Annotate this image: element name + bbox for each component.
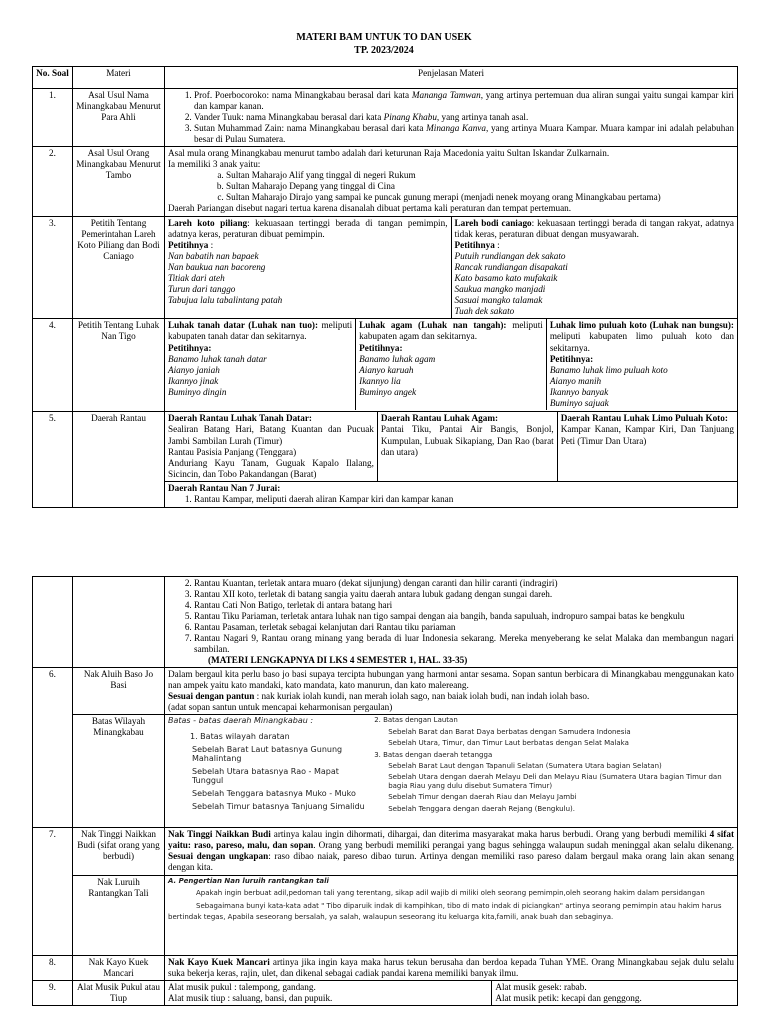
list-item: c. Sultan Maharajo Dirajo yang sampai ke puncak gunung merapi (menjadi nenek moyang orang Minangkabau pertama) [226, 192, 734, 203]
row-materi: Nak Luruih Rantangkan Tali [73, 875, 165, 955]
row-no: 4. [33, 319, 73, 412]
luruih-scan: A. Pengertian Nan luruih rantangkan tali Apakah ingin berbuat adil,pedoman tali yang terentang, sikap adil wajib di miliki oleh seorang pemimpin,oleh seorang hakim dalam persidangan Sebagaimana bunyi kata-kata adat " Tibo diparuik indak di kampihkan, tibo di mato indak di piciangkan" artinya seorang pemimpin atau hakim harus bertindak tegas, Apabila seseorang bersalah, ya salah, walaupun seseorang itu keluarga kita,famili, anak buah dan sebaginya. [165, 875, 738, 955]
list-item: b. Sultan Maharajo Depang yang tinggal di Cina [226, 181, 734, 192]
luhak-agam: Luhak agam (Luhak nan tangah): meliputi kabupaten agam dan sekitarnya. Petitihnya: Banamo luhak agam Aianyo karuah Ikannyo lia Buminyo angek [356, 319, 547, 409]
row-materi: Alat Musik Pukul atau Tiup [73, 980, 165, 1005]
row-batas [33, 715, 738, 828]
list-item: 3. Sutan Muhammad Zain: nama Minangkabau berasal dari kata Minanga Kanva, yang artinya Muara Kampar. Muara kampar ini adalah pelabuhan besar di Pulau Sumatera. [194, 123, 734, 145]
row-9 [33, 980, 738, 1005]
petitih-line: Sasuai mangko talamak [454, 295, 543, 306]
list-item: 7. Rantau Nagari 9, Rantau orang minang yang berada di luar Indonesia sekarang. Mereka menyeberang ke selat Malaka dan membangun nagari sambilan. [194, 633, 734, 655]
row-no: 5. [33, 412, 73, 507]
row-materi: Nak Tinggi Naikkan Budi (sifat orang yang berbudi) [73, 828, 165, 875]
row-penjelasan: Dalam bergaul kita perlu baso jo basi supaya tercipta hubungan yang harmoni antar sesama. Sopan santun berbicara di Minangkabau menggunakan kato nan ampek yaitu kato mandaki, kato mandata, kato manurun, dan kato malereang. Sesuai dengan pantun : nak kuriak iolah kundi, nan merah iolah sago, nan baiak iolah budi, nan indah iolah baso. (adat sopan santun untuk mencapai keharmonisan pergaulan) [165, 668, 738, 715]
list-item: 3. Rantau XII koto, terletak di batang sangia yaitu daerah antara lubuk gadang dengan sungai dareh. [194, 589, 734, 600]
row-penjelasan: Nak Kayo Kuek Mancari artinya jika ingin kaya maka harus tekun berusaha dan berdoa kepada Tuhan YME. Orang Minangkabau sejak dulu selalu suka bekerja keras, rajin, ulet, dan dikenal sebagai cadiak pandai karena memiliki banyak ilmu. [165, 955, 738, 980]
list-item: 4. Rantau Cati Non Batigo, terletak di antara batang hari [194, 600, 734, 611]
row-7 [33, 828, 738, 875]
petitih-line: Titiak dari ateh [168, 273, 225, 284]
musik-right: Alat musik gesek: rabab. Alat musik petik: kecapi dan genggong. [495, 981, 642, 1003]
header-materi: Materi [73, 67, 165, 89]
row-3 [33, 217, 738, 319]
list-item: 2. Vander Tuuk: nama Minangkabau berasal dari kata Pinang Khabu, yang artinya tanah asal. [194, 112, 734, 123]
list-item: 1. Rantau Kampar, meliputi daerah aliran Kampar kiri dan kampar kanan [194, 494, 734, 505]
row-penjelasan [165, 217, 738, 319]
rantau-agam: Daerah Rantau Luhak Agam: Pantai Tiku, Pantai Air Bangis, Bonjol, Kumpulan, Lubuak Sikapiang, Dan Rao (barat dan utara) [377, 412, 557, 480]
title-line: MATERI BAM UNTUK TO DAN USEK [296, 32, 472, 43]
row-6 [33, 668, 738, 715]
row-materi: Petitih Tentang Luhak Nan Tigo [73, 319, 165, 412]
empty-cell [73, 577, 165, 668]
rantau-tanah-datar: Daerah Rantau Luhak Tanah Datar: Sealiran Batang Hari, Batang Kuantan dan Pucuak Jambi Sambilan Lurah (Timur) Rantau Pasisia Panjang (Tenggara) Anduriang Kayu Tanam, Guguak Kapalo Ilalang, Sicincin, dan Tobo Pakandangan (Barat) [165, 412, 377, 480]
row-no: 7. [33, 828, 73, 955]
luhak-table [165, 319, 737, 409]
jurai-list [168, 578, 734, 655]
jurai-continued-row [33, 577, 738, 668]
row-2 [33, 147, 738, 217]
row-materi: Asal Usul Nama Minangkabau Menurut Para Ahli [73, 89, 165, 147]
batas-right: 2. Batas dengan Lautan Sebelah Barat dan Barat Daya berbatas dengan Samudera Indonesia Sebelah Utara, Timur, dan Timur Laut berbatas dengan Selat Malaka 3. Batas dengan daerah tetangga Sebelah Barat Laut dengan Tapanuli Selatan (Sumatera Utara bagian Selatan) Sebelah Utara dengan daerah Melayu Deli dan Melayu Riau (Sumatera Utara bagian Timur dan bagia Riau yang dulu disebut Sumatera Timur) Sebelah Timur dengan daerah Riau dan Melayu Jambi Sebelah Tenggara dengan daerah Rejang (Bengkulu). [374, 716, 722, 813]
row-no: 3. [33, 217, 73, 319]
musik-table [165, 981, 737, 1005]
row-no: 1. [33, 89, 73, 147]
rantau-table [165, 412, 737, 480]
header-penjelasan: Penjelasan Materi [165, 67, 738, 89]
row-penjelasan [165, 319, 738, 412]
lks-note: (MATERI LENGKAPNYA DI LKS 4 SEMESTER 1, HAL. 33-35) [208, 655, 468, 666]
header-no: No. Soal [33, 67, 73, 89]
paragraph: Daerah Pariangan disebut nagari tertua karena disanalah dibuat pertama kali peraturan dan tempat pertemuan. [168, 203, 572, 214]
list-item: 6. Rantau Pasaman, terletak sebagai kelanjutan dari Rantau tiku pariaman [194, 622, 734, 633]
origin-list [168, 90, 734, 145]
musik-left: Alat musik pukul : talempong, gandang. Alat musik tiup : saluang, bansi, dan pupuik. [165, 981, 492, 1005]
row-no: 9. [33, 980, 73, 1005]
petitih-line: Rancak rundiangan disapakati [454, 262, 568, 273]
row-5 [33, 412, 738, 482]
lareh-table [165, 217, 737, 318]
petitih-line: Tuah dek sakato [454, 306, 515, 317]
list-item: 5. Rantau Tiku Pariaman, terletak antara luhak nan tigo sampai dengan aia bangih, banda sapuluah, indropuro sampai batas ke bengkulu [194, 611, 734, 622]
row-materi: Nak Aluih Baso Jo Basi [73, 668, 165, 715]
paragraph: Ia memiliki 3 anak yaitu: [168, 159, 261, 170]
rantau-luhak [165, 412, 738, 482]
table-page-1 [32, 66, 738, 508]
row-4 [33, 319, 738, 412]
document-title [0, 32, 768, 57]
jurai-continued [165, 577, 738, 668]
lareh-koto-piliang: Lareh koto piliang: kekuasaan tertinggi berada di tangan pemimpin, adatnya keras, peraturan dibuat pemimpin. Petitihnya : Nan babatih nan bapaek Nan baukua nan bacoreng Titiak dari ateh Turun dari tanggo Tabujua lalu tabalintang patah [165, 217, 451, 318]
batas-table [165, 715, 737, 817]
row-materi: Petitih Tentang Pemerintahan Lareh Koto Piliang dan Bodi Caniago [73, 217, 165, 319]
empty-cell [33, 577, 73, 668]
row-materi: Nak Kayo Kuek Mancari [73, 955, 165, 980]
petitih-line: Kato basamo kato mufakaik [454, 273, 558, 284]
luhak-tanah-datar: Luhak tanah datar (Luhak nan tuo): meliputi kabupaten tanah datar dan sekitarnya. Petitihnya: Banamo luhak tanah datar Aianyo janiah Ikannyo jinak Buminyo dingin [165, 319, 356, 409]
petitih-line: Nan baukua nan bacoreng [168, 262, 266, 273]
year-line: TP. 2023/2024 [354, 44, 414, 56]
list-item: a. Sultan Maharajo Alif yang tinggal di negeri Rukum [226, 170, 734, 181]
row-penjelasan [165, 89, 738, 147]
list-item: 2. Rantau Kuantan, terletak antara muaro (dekat sijunjung) dengan caranti dan hilir caranti (indragiri) [194, 578, 734, 589]
petitih-line: Tabujua lalu tabalintang patah [168, 295, 283, 306]
row-no: 2. [33, 147, 73, 217]
row-1 [33, 89, 738, 147]
petitih-line: Turun dari tanggo [168, 284, 236, 295]
row-8 [33, 955, 738, 980]
row-materi: Daerah Rantau [73, 412, 165, 507]
list-item: 1. Prof. Poerbocoroko: nama Minangkabau berasal dari kata Mananga Tamwan, yang artinya pertemuan dua aliran sungai yaitu sungai kampar kiri dan kampar kanan. [194, 90, 734, 112]
row-penjelasan [165, 980, 738, 1005]
paragraph: Asal mula orang Minangkabau menurut tambo adalah dari keturunan Raja Macedonia yaitu Sultan Iskandar Zulkarnain. [168, 148, 610, 159]
rantau-limo-puluah-koto: Daerah Rantau Luhak Limo Puluah Koto: Kampar Kanan, Kampar Kiri, Dan Tanjuang Peti (Timur Dan Utara) [560, 413, 734, 446]
luhak-limo-puluah-koto: Luhak limo puluah koto (Luhak nan bungsu): meliputi kabupaten limo puluah koto dan sekitarnya. Petitihnya: Banamo luhak limo puluah koto Aianyo manih Ikannyo banyak Buminyo sajuak [549, 320, 734, 408]
petitih-line: Nan babatih nan bapaek [168, 251, 259, 262]
lareh-bodi-caniago: Lareh bodi caniago: kekuasaan tertinggi berada di tangan rakyat, adatnya tidak keras, peraturan dibuat dengan musyawarah. Petitihnya : Putuih rundiangan dek sakato Rancak rundiangan disapakati Kato basamo kato mufakaik Saukua mangko manjadi Sasuai mangko talamak Tuah dek sakato [454, 218, 734, 317]
petitih-line: Saukua mangko manjadi [454, 284, 546, 295]
table-page-2 [32, 576, 738, 1006]
row-luruih [33, 875, 738, 955]
batas-wilayah-scan [165, 715, 738, 828]
sons-list [168, 170, 734, 203]
row-materi: Asal Usul Orang Minangkabau Menurut Tambo [73, 147, 165, 217]
batas-left: Batas - batas daerah Minangkabau : 1. Batas wilayah daratan Sebelah Barat Laut batasnya Gunung Mahalintang Sebelah Utara batasnya Rao - Mapat Tunggul Sebelah Tenggara batasnya Muko - Muko Sebelah Timur batasnya Tanjuang Simalidu [168, 716, 365, 811]
row-penjelasan [165, 147, 738, 217]
row-materi: Batas Wilayah Minangkabau [73, 715, 165, 828]
header-row [33, 67, 738, 89]
row-penjelasan: Nak Tinggi Naikkan Budi artinya kalau ingin dihormati, dihargai, dan diterima masyarakat maka harus berbudi. Orang yang berbudi memiliki 4 sifat yaitu: raso, pareso, malu, dan sopan. Orang yang berbudi memiliki perangai yang bagus sehingga walaupun sudah meninggal akan selalu dikenang. Sesuai dengan ungkapan: raso dibao naiak, pareso dibao turun. Artinya dengan memiliki raso pareso dalam bergaul maka orang lain akan senang dengan kita. [165, 828, 738, 875]
rantau-nan-7-jurai: Daerah Rantau Nan 7 Jurai: 1. Rantau Kampar, meliputi daerah aliran Kampar kiri dan kampar kanan [165, 482, 738, 507]
row-no: 6. [33, 668, 73, 828]
row-no: 8. [33, 955, 73, 980]
petitih-line: Putuih rundiangan dek sakato [454, 251, 566, 262]
